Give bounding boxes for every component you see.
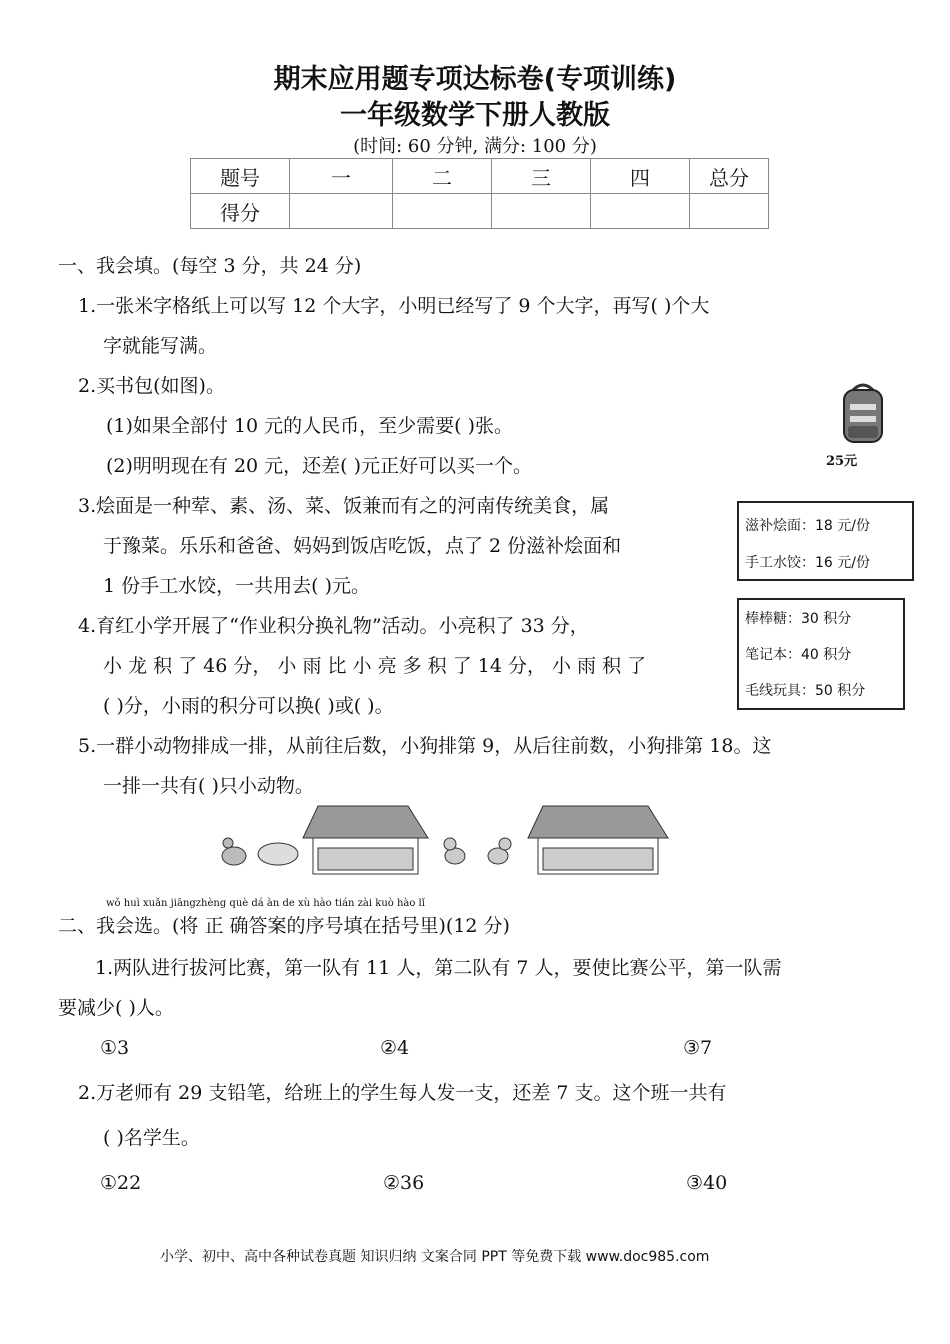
- footer-text: 小学、初中、高中各种试卷真题 知识归纳 文案合同 PPT 等免费下载 www.doc985.com: [160, 1249, 710, 1265]
- score-cell[interactable]: [290, 194, 393, 229]
- question-line: 字就能写满。: [103, 335, 218, 357]
- cat-icon: [488, 838, 511, 864]
- header-cell: 一: [290, 159, 393, 194]
- menu-price-box: [737, 501, 914, 581]
- backpack-icon: [838, 382, 888, 444]
- question-line: 3.烩面是一种荤、素、汤、菜、饭兼而有之的河南传统美食，属: [78, 495, 610, 517]
- prize-item: 笔记本：40 积分: [745, 647, 852, 663]
- house-icon: [303, 806, 428, 874]
- question-line: ( )分，小雨的积分可以换( )或( )。: [103, 695, 394, 717]
- header-cell: 题号: [191, 159, 290, 194]
- question-line: 小 龙 积 了 46 分， 小 雨 比 小 亮 多 积 了 14 分， 小 雨 积 了: [103, 655, 647, 677]
- question-line: 1.一张米字格纸上可以写 12 个大字，小明已经写了 9 个大字，再写( )个大: [78, 295, 710, 317]
- row-label: 得分: [191, 194, 290, 229]
- option-1[interactable]: ①3: [100, 1037, 130, 1059]
- pinyin-line: wǒ huì xuǎn jiāngzhèng què dá àn de xù hào tián zài kuò hào lǐ: [106, 898, 425, 909]
- header-cell: 四: [591, 159, 690, 194]
- prize-item: 棒棒糖：30 积分: [745, 611, 852, 627]
- question-line: 于豫菜。乐乐和爸爸、妈妈到饭店吃饭，点了 2 份滋补烩面和: [103, 535, 622, 557]
- option-2[interactable]: ②4: [380, 1037, 410, 1059]
- dog-icon: [444, 838, 465, 864]
- question-line: (1)如果全部付 10 元的人民币，至少需要( )张。: [106, 415, 514, 437]
- prize-item: 毛线玩具：50 积分: [745, 683, 866, 699]
- menu-item: 手工水饺：16 元/份: [745, 555, 870, 571]
- score-cell[interactable]: [492, 194, 591, 229]
- option-3[interactable]: ③40: [686, 1172, 728, 1194]
- menu-item: 滋补烩面：18 元/份: [745, 518, 870, 534]
- page-title: 期末应用题专项达标卷(专项训练): [273, 64, 677, 95]
- option-1[interactable]: ①22: [100, 1172, 142, 1194]
- question-line: 2.万老师有 29 支铅笔，给班上的学生每人发一支，还差 7 支。这个班一共有: [78, 1082, 727, 1104]
- question-line: 2.买书包(如图)。: [78, 375, 225, 397]
- header-cell: 三: [492, 159, 591, 194]
- question-line: (2)明明现在有 20 元，还差( )元正好可以买一个。: [106, 455, 533, 477]
- question-line: 5.一群小动物排成一排，从前往后数，小狗排第 9，从后往前数，小狗排第 18。这: [78, 735, 772, 757]
- pig-icon: [258, 843, 298, 865]
- question-line: 4.育红小学开展了“作业积分换礼物”活动。小亮积了 33 分，: [78, 615, 589, 637]
- prize-box: [737, 598, 905, 710]
- score-cell[interactable]: [393, 194, 492, 229]
- question-line: 1 份手工水饺，一共用去( )元。: [103, 575, 370, 597]
- question-line: ( )名学生。: [103, 1127, 200, 1149]
- header-cell: 总分: [690, 159, 769, 194]
- question-line: 一排一共有( )只小动物。: [103, 775, 314, 797]
- option-2[interactable]: ②36: [383, 1172, 425, 1194]
- score-cell[interactable]: [690, 194, 769, 229]
- score-cell[interactable]: [591, 194, 690, 229]
- header-cell: 二: [393, 159, 492, 194]
- animals-row-illustration: [218, 798, 678, 878]
- time-note: (时间: 60 分钟, 满分: 100 分): [353, 136, 597, 157]
- section1-heading: 一、我会填。(每空 3 分，共 24 分): [58, 255, 362, 277]
- page-subtitle: 一年级数学下册人教版: [340, 100, 610, 131]
- option-3[interactable]: ③7: [683, 1037, 713, 1059]
- house-icon: [528, 806, 668, 874]
- question-line: 要减少( )人。: [58, 997, 174, 1019]
- score-table: [190, 158, 769, 229]
- backpack-price: 25元: [826, 454, 858, 469]
- chicken-icon: [222, 838, 246, 865]
- section2-heading: 二、我会选。(将 正 确答案的序号填在括号里)(12 分): [58, 915, 510, 937]
- question-line: 1.两队进行拔河比赛，第一队有 11 人，第二队有 7 人，要使比赛公平，第一队需: [95, 957, 782, 979]
